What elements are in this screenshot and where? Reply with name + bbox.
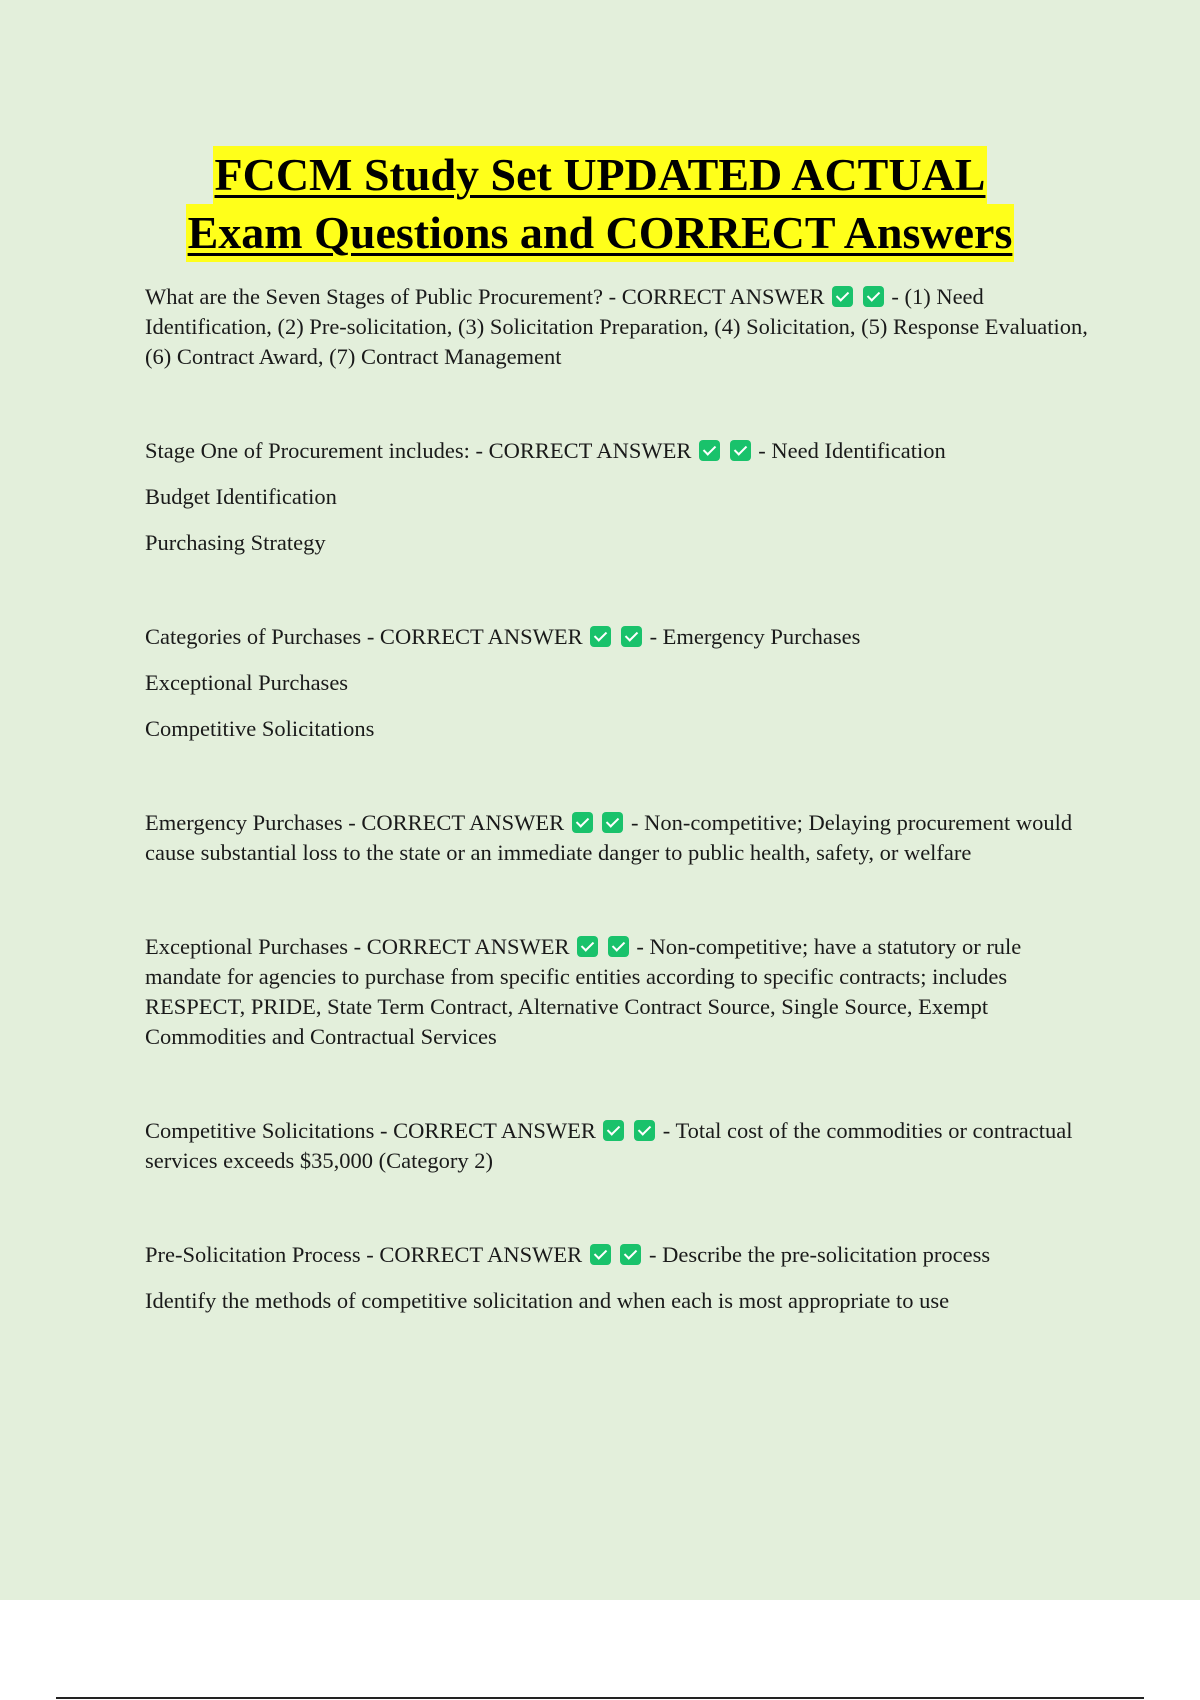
check-mark-icon — [608, 936, 629, 957]
qa-main-line — [145, 932, 1090, 1052]
answer-text: - Need Identification — [758, 438, 946, 463]
qa-main-line — [145, 1240, 1090, 1270]
question-text: Emergency Purchases - CORRECT ANSWER — [145, 810, 565, 835]
answer-text: - Total cost of the commodities or contractual services exceeds $35,000 (Category 2) — [145, 1118, 1073, 1173]
check-mark-icon — [620, 1244, 641, 1265]
answer-extra-line: Identify the methods of competitive solicitation and when each is most appropriate to use — [145, 1288, 950, 1313]
question-text: Stage One of Procurement includes: - CORRECT ANSWER — [145, 438, 692, 463]
answer-extra-line: Purchasing Strategy — [145, 530, 326, 555]
qa-item — [145, 1240, 1090, 1316]
check-mark-icon — [590, 1244, 611, 1265]
answer-text: - (1) Need Identification, (2) Pre-solicitation, (3) Solicitation Preparation, (4) Solicitation, (5) Response Evaluation, (6) Contract Award, (7) Contract Management — [145, 284, 1088, 369]
check-mark-icon — [621, 626, 642, 647]
answer-extra-line: Competitive Solicitations — [145, 716, 375, 741]
qa-item — [145, 932, 1090, 1052]
question-text: What are the Seven Stages of Public Procurement? - CORRECT ANSWER — [145, 284, 825, 309]
qa-item — [145, 436, 1090, 558]
title-line-1: FCCM Study Set UPDATED ACTUAL — [213, 146, 988, 204]
question-text: Categories of Purchases - CORRECT ANSWER — [145, 624, 583, 649]
check-mark-icon — [590, 626, 611, 647]
footer-divider — [56, 1697, 1144, 1699]
qa-item — [145, 282, 1090, 372]
check-mark-icon — [730, 440, 751, 461]
check-mark-icon — [602, 812, 623, 833]
qa-main-line — [145, 622, 1090, 652]
qa-main-line — [145, 808, 1090, 868]
qa-main-line — [145, 1116, 1090, 1176]
answer-text: - Non-competitive; Delaying procurement would cause substantial loss to the state or an immediate danger to public health, safety, or welfare — [145, 810, 1073, 865]
check-mark-icon — [832, 286, 853, 307]
answer-text: - Describe the pre-solicitation process — [648, 1242, 991, 1267]
qa-item — [145, 808, 1090, 868]
qa-main-line — [145, 282, 1090, 372]
qa-item — [145, 622, 1090, 744]
check-mark-icon — [634, 1120, 655, 1141]
question-text: Pre-Solicitation Process - CORRECT ANSWER — [145, 1242, 583, 1267]
qa-main-line — [145, 436, 1090, 466]
title-line-2: Exam Questions and CORRECT Answers — [186, 204, 1015, 262]
qa-list — [145, 282, 1090, 1316]
check-mark-icon — [699, 440, 720, 461]
question-text: Exceptional Purchases - CORRECT ANSWER — [145, 934, 570, 959]
answer-text: - Non-competitive; have a statutory or rule mandate for agencies to purchase from specific entities according to specific contracts; includes RESPECT, PRIDE, State Term Contract, Alternative Contract Source, Single Source, Exempt Commodities and Contractual Services — [145, 934, 1022, 1049]
answer-extra-line: Exceptional Purchases — [145, 670, 349, 695]
document-title — [0, 146, 1200, 262]
check-mark-icon — [577, 936, 598, 957]
answer-text: - Emergency Purchases — [649, 624, 861, 649]
check-mark-icon — [863, 286, 884, 307]
qa-item — [145, 1116, 1090, 1176]
check-mark-icon — [572, 812, 593, 833]
answer-extra-line: Budget Identification — [145, 484, 337, 509]
question-text: Competitive Solicitations - CORRECT ANSWER — [145, 1118, 596, 1143]
check-mark-icon — [603, 1120, 624, 1141]
